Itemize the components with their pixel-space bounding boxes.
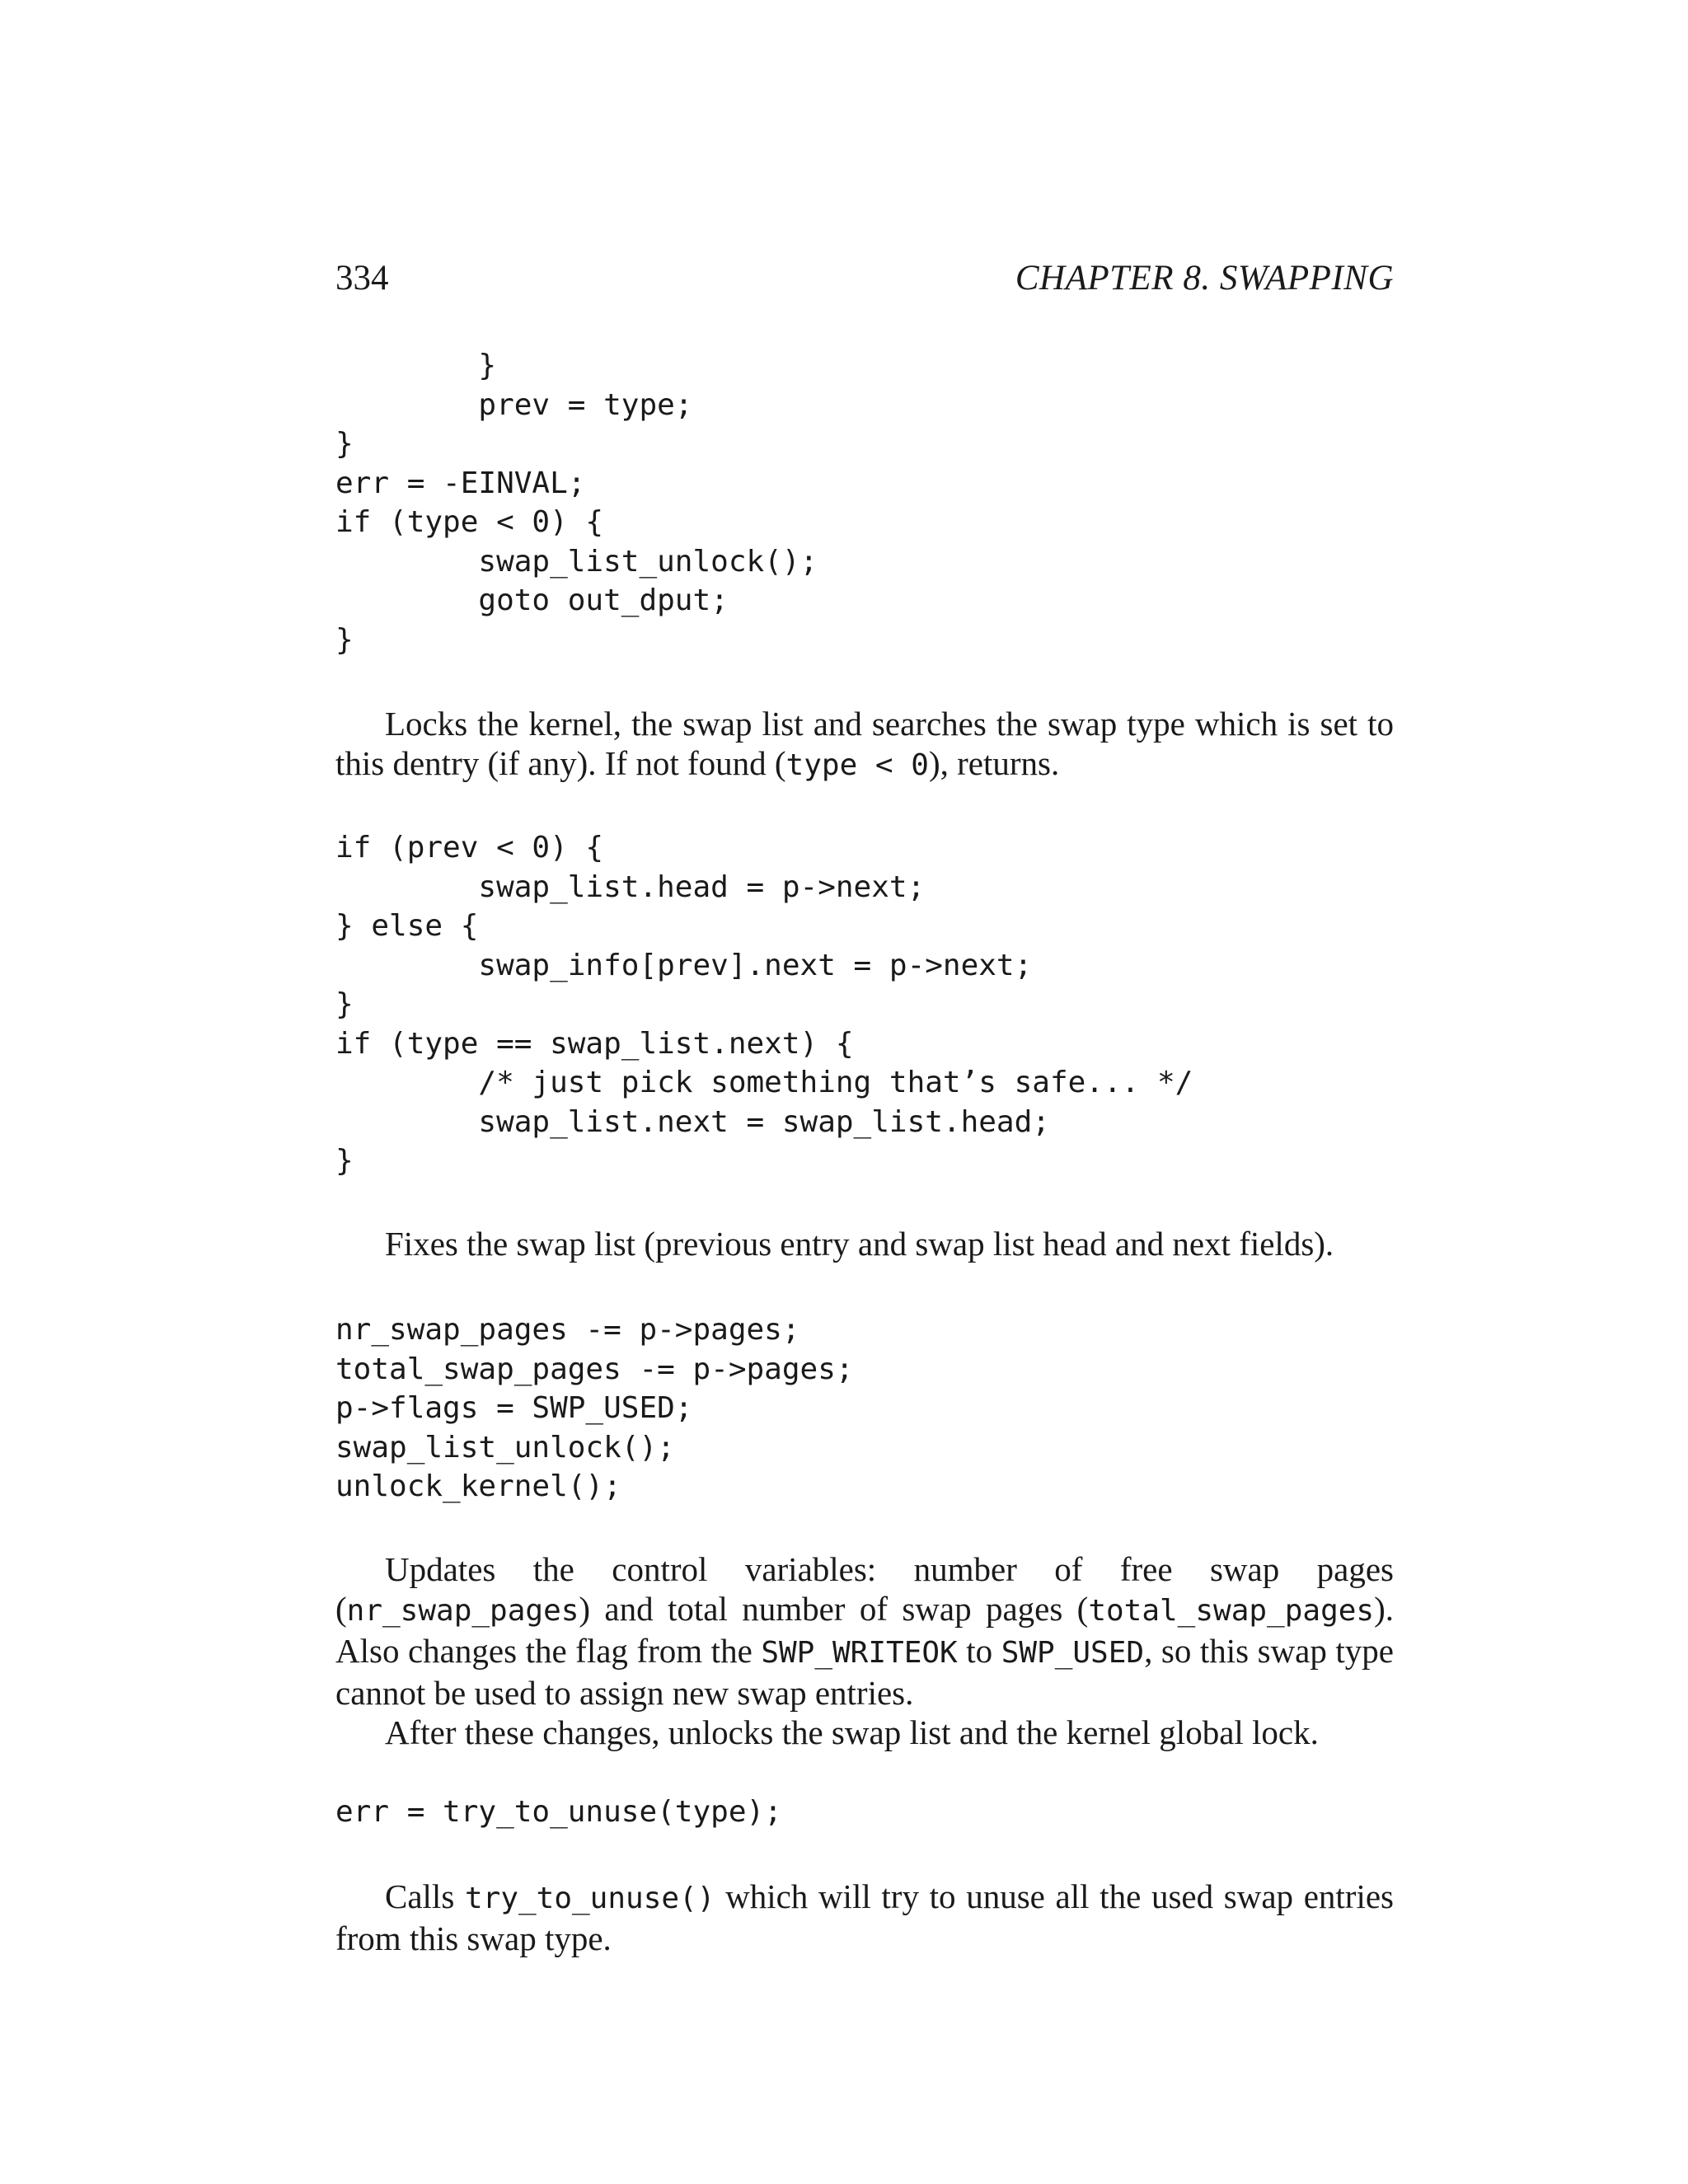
code-line: } else {	[335, 909, 479, 943]
code-block-4	[335, 1793, 782, 1832]
code-line: swap_list_unlock();	[335, 1430, 675, 1465]
inline-code: type < 0	[785, 748, 929, 782]
code-line: swap_list.next = swap_list.head;	[335, 1104, 1050, 1139]
code-line: if (prev < 0) {	[335, 831, 604, 865]
code-line: }	[335, 987, 354, 1021]
code-line: }	[335, 427, 354, 461]
inline-code: nr_swap_pages	[346, 1594, 579, 1628]
code-line: p->flags = SWP_USED;	[335, 1391, 693, 1425]
paragraph-calls-try-to-unuse: Calls try_to_unuse() which will try to unuse all the used swap entries from this swap type.	[335, 1877, 1394, 1957]
paragraph-locks-kernel: Locks the kernel, the swap list and searches the swap type which is set to this dentry (if any). If not found (type < 0), returns.	[335, 705, 1394, 782]
inline-code: SWP_WRITEOK	[761, 1636, 958, 1670]
code-line: if (type < 0) {	[335, 505, 604, 539]
code-line: swap_list.head = p->next;	[335, 869, 926, 904]
paragraph-fixes-swap-list: Fixes the swap list (previous entry and swap list head and next fields).	[385, 1225, 1334, 1263]
code-line: /* just pick something that’s safe... */	[335, 1066, 1193, 1099]
code-block-2	[335, 828, 1193, 1181]
inline-code: SWP_USED	[1001, 1636, 1145, 1670]
code-line: prev = type;	[335, 387, 693, 422]
code-line: }	[335, 622, 354, 657]
code-block-3	[335, 1310, 854, 1507]
code-block-1	[335, 346, 818, 659]
inline-code: try_to_unuse()	[464, 1882, 715, 1915]
code-line: swap_list_unlock();	[335, 544, 818, 579]
paragraph-updates-control: Updates the control variables: number of free swap pages (nr_swap_pages) and total number of swap pages (total_swap_pages). Also changes the flag from the SWP_WRITEOK to SWP_USED, so this swap type cannot be used to assign new swap entries. After these changes, unlocks the swap list and the kernel global lock.	[335, 1550, 1394, 1751]
page-header	[335, 254, 1394, 303]
code-line: swap_info[prev].next = p->next;	[335, 948, 1033, 982]
code-line: nr_swap_pages -= p->pages;	[335, 1313, 800, 1347]
running-head: CHAPTER 8. SWAPPING	[1015, 259, 1394, 298]
page-number: 334	[335, 259, 389, 298]
code-line: if (type == swap_list.next) {	[335, 1026, 854, 1061]
code-line: err = -EINVAL;	[335, 466, 586, 500]
code-line: err = try_to_unuse(type);	[335, 1795, 782, 1829]
inline-code: total_swap_pages	[1088, 1594, 1375, 1628]
code-line: unlock_kernel();	[335, 1469, 621, 1503]
code-line: }	[335, 1144, 354, 1178]
code-line: goto out_dput;	[335, 583, 729, 617]
code-line: total_swap_pages -= p->pages;	[335, 1352, 854, 1386]
code-line: }	[335, 349, 497, 382]
